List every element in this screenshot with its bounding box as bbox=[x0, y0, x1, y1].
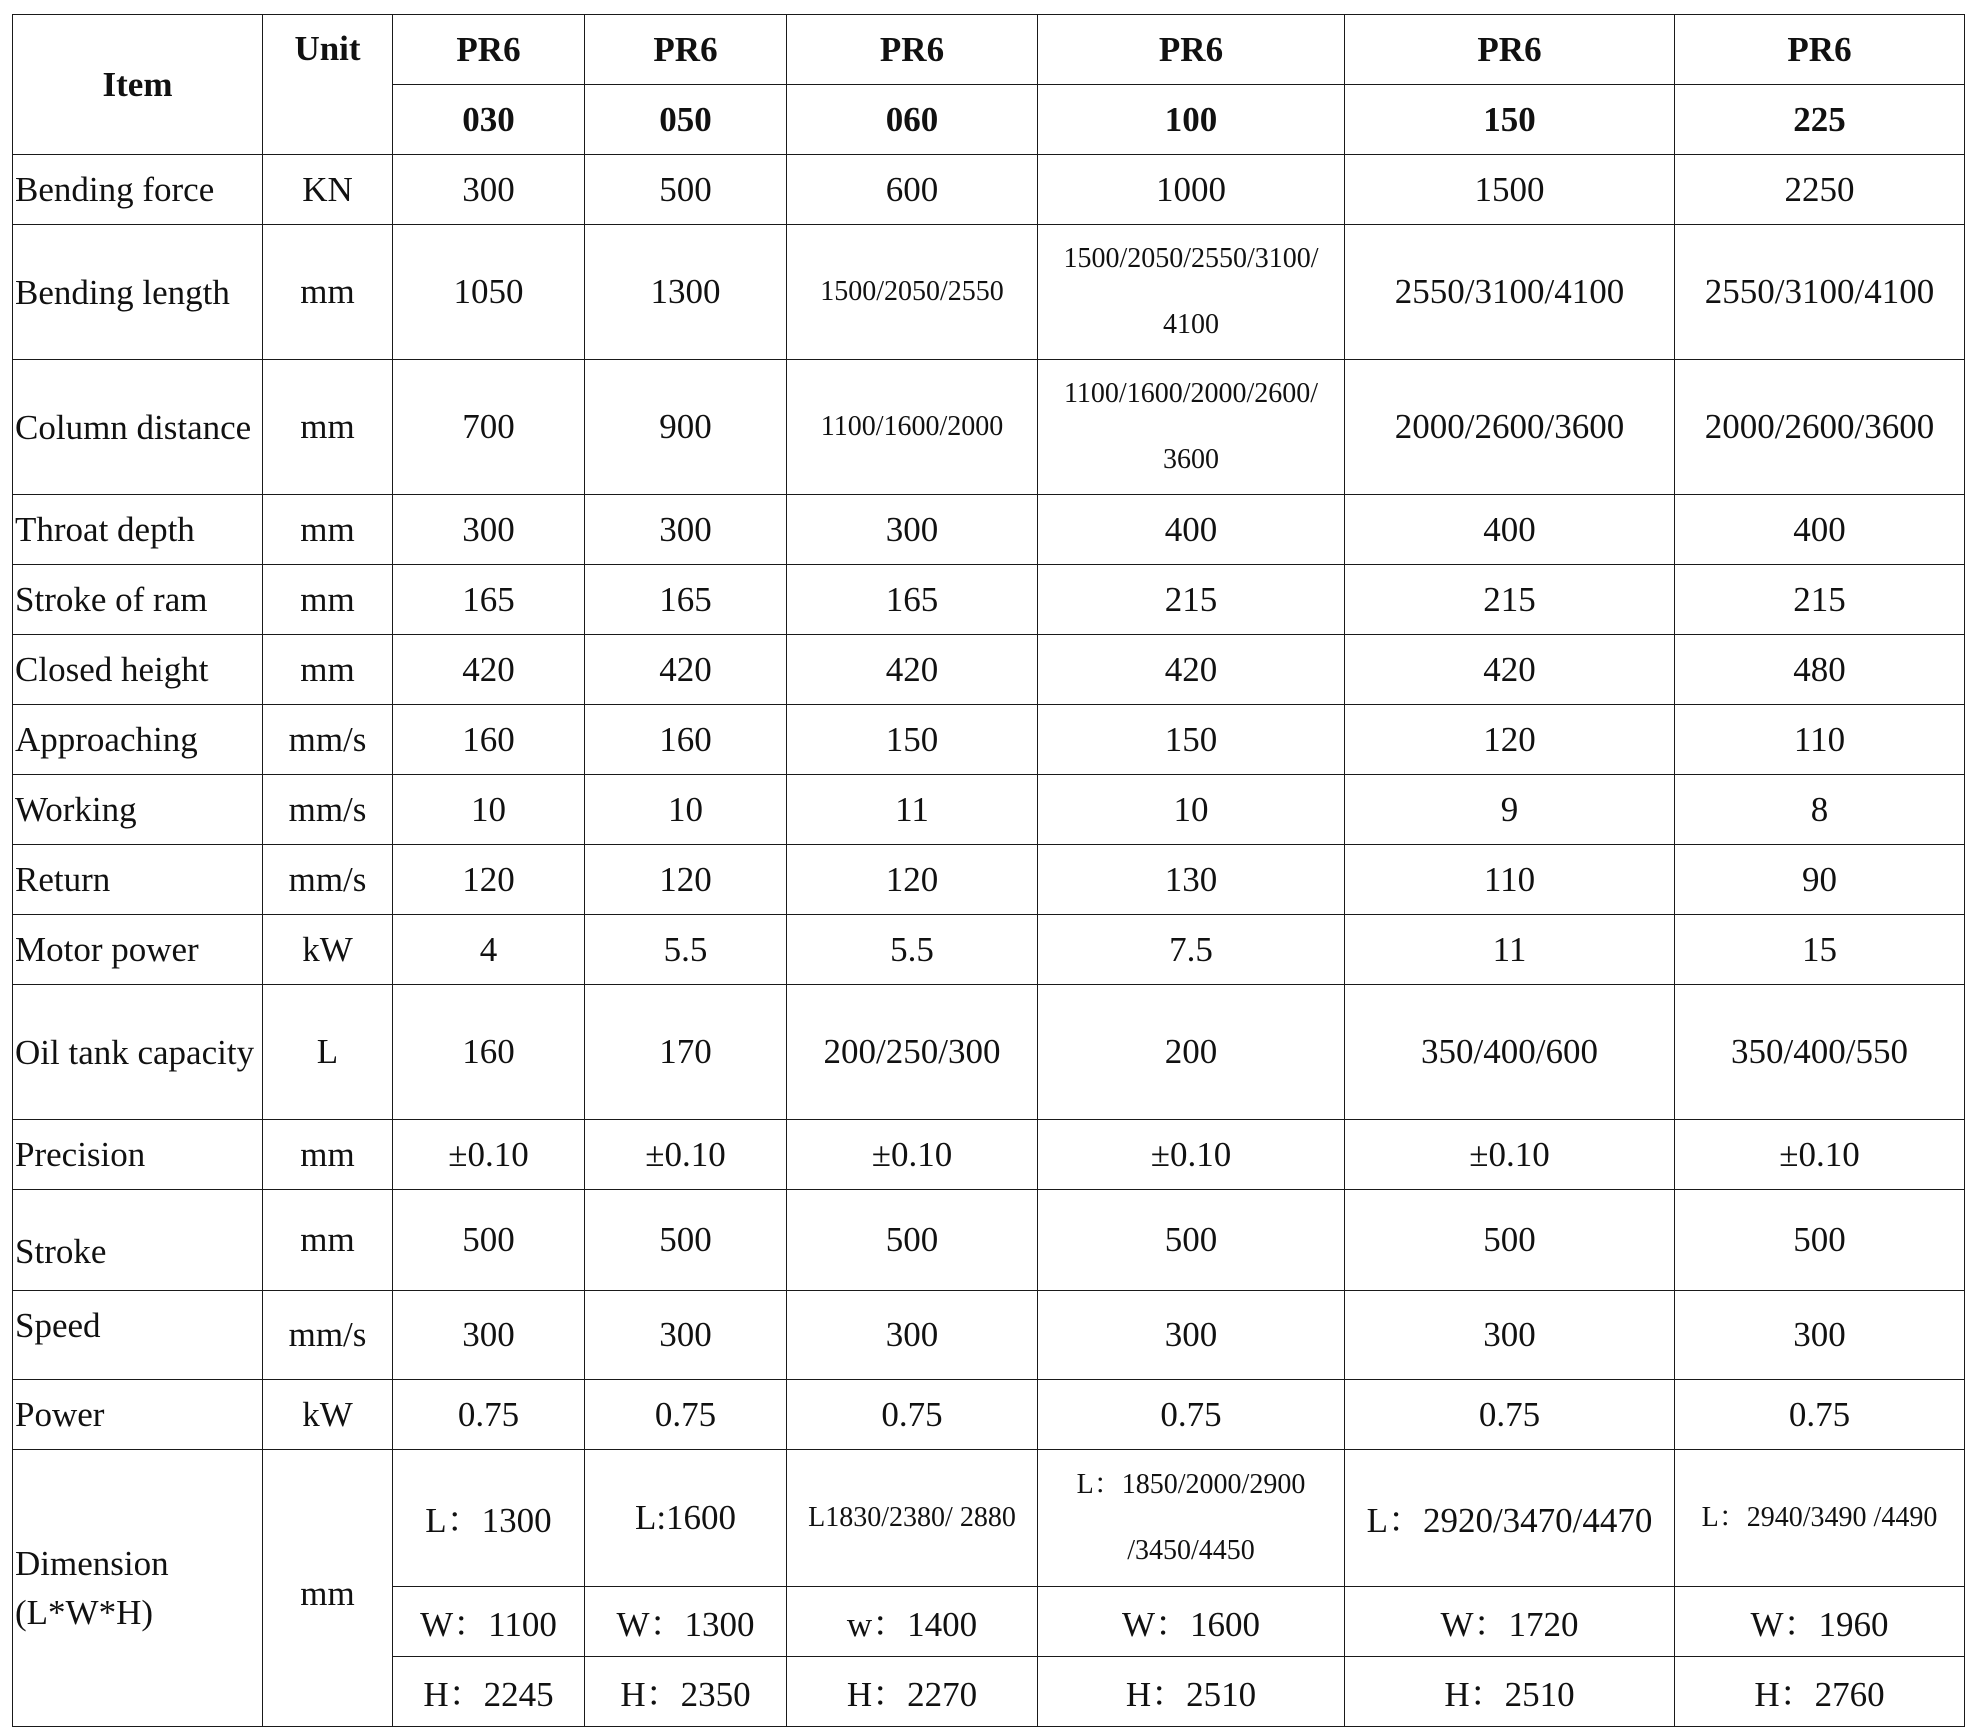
cell-value: 11 bbox=[1345, 915, 1675, 985]
dimension-unit: mm bbox=[263, 1450, 393, 1727]
row-item: Closed height bbox=[13, 635, 263, 705]
cell-value: 420 bbox=[787, 635, 1038, 705]
dimension-w: W：1720 bbox=[1345, 1587, 1675, 1657]
cell-value: ±0.10 bbox=[1345, 1120, 1675, 1190]
dimension-l: L：2940/3490 /4490 bbox=[1675, 1450, 1965, 1587]
cell-value: 2550/3100/4100 bbox=[1345, 225, 1675, 360]
cell-value: 300 bbox=[787, 1291, 1038, 1380]
cell-value: 350/400/600 bbox=[1345, 985, 1675, 1120]
cell-value: 900 bbox=[585, 360, 787, 495]
cell-value: 500 bbox=[1038, 1190, 1345, 1291]
cell-value: 7.5 bbox=[1038, 915, 1345, 985]
header-unit: Unit bbox=[263, 15, 393, 155]
cell-value: 420 bbox=[585, 635, 787, 705]
table-row bbox=[13, 1120, 1965, 1190]
cell-value: 400 bbox=[1675, 495, 1965, 565]
cell-value: 10 bbox=[585, 775, 787, 845]
cell-value: 2250 bbox=[1675, 155, 1965, 225]
cell-value: 500 bbox=[1675, 1190, 1965, 1291]
table-row bbox=[13, 495, 1965, 565]
table-row bbox=[13, 775, 1965, 845]
cell-value: 0.75 bbox=[787, 1380, 1038, 1450]
cell-value: 420 bbox=[1345, 635, 1675, 705]
row-item: Throat depth bbox=[13, 495, 263, 565]
header-row-series bbox=[13, 15, 1965, 85]
dimension-h: H：2510 bbox=[1038, 1657, 1345, 1727]
dimension-l: L：1300 bbox=[393, 1450, 585, 1587]
table-row bbox=[13, 1291, 1965, 1380]
row-unit: L bbox=[263, 985, 393, 1120]
header-series: PR6 bbox=[585, 15, 787, 85]
row-unit: mm bbox=[263, 225, 393, 360]
table-row bbox=[13, 1190, 1965, 1291]
cell-value: 0.75 bbox=[1038, 1380, 1345, 1450]
row-unit: mm bbox=[263, 635, 393, 705]
cell-value: 215 bbox=[1345, 565, 1675, 635]
row-item: Bending length bbox=[13, 225, 263, 360]
spec-table bbox=[12, 14, 1965, 1727]
cell-value: ±0.10 bbox=[585, 1120, 787, 1190]
cell-value: 1500/2050/2550/3100/ 4100 bbox=[1038, 225, 1345, 360]
cell-value: 120 bbox=[393, 845, 585, 915]
cell-value: 1100/1600/2000 bbox=[787, 360, 1038, 495]
cell-value: 300 bbox=[1345, 1291, 1675, 1380]
cell-value: 215 bbox=[1675, 565, 1965, 635]
cell-value: 215 bbox=[1038, 565, 1345, 635]
table-row bbox=[13, 915, 1965, 985]
dimension-h: H：2510 bbox=[1345, 1657, 1675, 1727]
dimension-h: H：2245 bbox=[393, 1657, 585, 1727]
cell-value: 0.75 bbox=[1345, 1380, 1675, 1450]
dimension-h: H：2270 bbox=[787, 1657, 1038, 1727]
cell-value: 120 bbox=[787, 845, 1038, 915]
cell-value: 2550/3100/4100 bbox=[1675, 225, 1965, 360]
cell-value: 160 bbox=[393, 705, 585, 775]
cell-value: 300 bbox=[1038, 1291, 1345, 1380]
dimension-item: Dimension (L*W*H) bbox=[13, 1450, 263, 1727]
row-item: Power bbox=[13, 1380, 263, 1450]
cell-value: 165 bbox=[585, 565, 787, 635]
cell-value: 110 bbox=[1345, 845, 1675, 915]
dimension-h: H：2350 bbox=[585, 1657, 787, 1727]
row-item: Stroke of ram bbox=[13, 565, 263, 635]
cell-value: 200 bbox=[1038, 985, 1345, 1120]
row-item: Stroke bbox=[13, 1190, 263, 1291]
header-series: PR6 bbox=[787, 15, 1038, 85]
header-series: PR6 bbox=[1675, 15, 1965, 85]
cell-value: 11 bbox=[787, 775, 1038, 845]
cell-value: 90 bbox=[1675, 845, 1965, 915]
table-row bbox=[13, 225, 1965, 360]
cell-value: 4 bbox=[393, 915, 585, 985]
table-row bbox=[13, 565, 1965, 635]
cell-value: 120 bbox=[585, 845, 787, 915]
cell-value: 1300 bbox=[585, 225, 787, 360]
dimension-w: W：1300 bbox=[585, 1587, 787, 1657]
cell-value: 1500/2050/2550 bbox=[787, 225, 1038, 360]
row-item: Precision bbox=[13, 1120, 263, 1190]
cell-value: 300 bbox=[787, 495, 1038, 565]
cell-value: 0.75 bbox=[393, 1380, 585, 1450]
cell-value: 600 bbox=[787, 155, 1038, 225]
header-series: PR6 bbox=[1038, 15, 1345, 85]
row-item: Working bbox=[13, 775, 263, 845]
cell-value: 0.75 bbox=[1675, 1380, 1965, 1450]
cell-value: 300 bbox=[393, 1291, 585, 1380]
header-code: 060 bbox=[787, 85, 1038, 155]
header-code: 050 bbox=[585, 85, 787, 155]
cell-value: ±0.10 bbox=[787, 1120, 1038, 1190]
cell-value: 9 bbox=[1345, 775, 1675, 845]
cell-value: 420 bbox=[393, 635, 585, 705]
cell-value: 10 bbox=[1038, 775, 1345, 845]
row-item: Column distance bbox=[13, 360, 263, 495]
cell-value: 500 bbox=[787, 1190, 1038, 1291]
cell-value: 400 bbox=[1038, 495, 1345, 565]
cell-value: 2000/2600/3600 bbox=[1675, 360, 1965, 495]
row-unit: mm bbox=[263, 565, 393, 635]
row-item: Bending force bbox=[13, 155, 263, 225]
dimension-row-l bbox=[13, 1450, 1965, 1587]
dimension-w: W：1100 bbox=[393, 1587, 585, 1657]
cell-value: 2000/2600/3600 bbox=[1345, 360, 1675, 495]
table-row bbox=[13, 705, 1965, 775]
row-item: Speed bbox=[13, 1291, 263, 1380]
header-item: Item bbox=[13, 15, 263, 155]
cell-value: 15 bbox=[1675, 915, 1965, 985]
dimension-h: H：2760 bbox=[1675, 1657, 1965, 1727]
row-item: Approaching bbox=[13, 705, 263, 775]
dimension-w: W：1960 bbox=[1675, 1587, 1965, 1657]
row-unit: mm/s bbox=[263, 1291, 393, 1380]
cell-value: 500 bbox=[393, 1190, 585, 1291]
cell-value: ±0.10 bbox=[1038, 1120, 1345, 1190]
cell-value: 8 bbox=[1675, 775, 1965, 845]
table-row bbox=[13, 155, 1965, 225]
cell-value: 5.5 bbox=[585, 915, 787, 985]
row-unit: mm bbox=[263, 360, 393, 495]
cell-value: 400 bbox=[1345, 495, 1675, 565]
header-code: 030 bbox=[393, 85, 585, 155]
header-code: 100 bbox=[1038, 85, 1345, 155]
cell-value: 1500 bbox=[1345, 155, 1675, 225]
dimension-l: L：2920/3470/4470 bbox=[1345, 1450, 1675, 1587]
cell-value: 130 bbox=[1038, 845, 1345, 915]
row-unit: mm/s bbox=[263, 845, 393, 915]
cell-value: 1050 bbox=[393, 225, 585, 360]
cell-value: 110 bbox=[1675, 705, 1965, 775]
row-unit: mm bbox=[263, 1120, 393, 1190]
cell-value: 170 bbox=[585, 985, 787, 1120]
row-item: Oil tank capacity bbox=[13, 985, 263, 1120]
table-row bbox=[13, 845, 1965, 915]
cell-value: ±0.10 bbox=[393, 1120, 585, 1190]
cell-value: 300 bbox=[585, 1291, 787, 1380]
cell-value: 160 bbox=[393, 985, 585, 1120]
row-unit: kW bbox=[263, 915, 393, 985]
header-series: PR6 bbox=[1345, 15, 1675, 85]
cell-value: 480 bbox=[1675, 635, 1965, 705]
cell-value: 300 bbox=[585, 495, 787, 565]
row-unit: kW bbox=[263, 1380, 393, 1450]
cell-value: 500 bbox=[585, 1190, 787, 1291]
dimension-l: L:1600 bbox=[585, 1450, 787, 1587]
cell-value: 150 bbox=[787, 705, 1038, 775]
row-item: Motor power bbox=[13, 915, 263, 985]
table-row bbox=[13, 985, 1965, 1120]
cell-value: 300 bbox=[393, 495, 585, 565]
cell-value: 350/400/550 bbox=[1675, 985, 1965, 1120]
dimension-l: L1830/2380/ 2880 bbox=[787, 1450, 1038, 1587]
cell-value: ±0.10 bbox=[1675, 1120, 1965, 1190]
header-code: 150 bbox=[1345, 85, 1675, 155]
table-row bbox=[13, 360, 1965, 495]
cell-value: 500 bbox=[585, 155, 787, 225]
header-series: PR6 bbox=[393, 15, 585, 85]
dimension-w: w：1400 bbox=[787, 1587, 1038, 1657]
table-row bbox=[13, 1380, 1965, 1450]
cell-value: 500 bbox=[1345, 1190, 1675, 1291]
table-row bbox=[13, 635, 1965, 705]
row-item: Return bbox=[13, 845, 263, 915]
cell-value: 5.5 bbox=[787, 915, 1038, 985]
cell-value: 150 bbox=[1038, 705, 1345, 775]
cell-value: 300 bbox=[393, 155, 585, 225]
cell-value: 300 bbox=[1675, 1291, 1965, 1380]
header-code: 225 bbox=[1675, 85, 1965, 155]
dimension-l: L：1850/2000/2900 /3450/4450 bbox=[1038, 1450, 1345, 1587]
cell-value: 200/250/300 bbox=[787, 985, 1038, 1120]
cell-value: 165 bbox=[393, 565, 585, 635]
cell-value: 1000 bbox=[1038, 155, 1345, 225]
cell-value: 160 bbox=[585, 705, 787, 775]
cell-value: 1100/1600/2000/2600/ 3600 bbox=[1038, 360, 1345, 495]
cell-value: 165 bbox=[787, 565, 1038, 635]
cell-value: 420 bbox=[1038, 635, 1345, 705]
cell-value: 10 bbox=[393, 775, 585, 845]
dimension-w: W：1600 bbox=[1038, 1587, 1345, 1657]
row-unit: mm/s bbox=[263, 775, 393, 845]
cell-value: 0.75 bbox=[585, 1380, 787, 1450]
row-unit: mm bbox=[263, 1190, 393, 1291]
cell-value: 120 bbox=[1345, 705, 1675, 775]
cell-value: 700 bbox=[393, 360, 585, 495]
row-unit: KN bbox=[263, 155, 393, 225]
row-unit: mm bbox=[263, 495, 393, 565]
row-unit: mm/s bbox=[263, 705, 393, 775]
